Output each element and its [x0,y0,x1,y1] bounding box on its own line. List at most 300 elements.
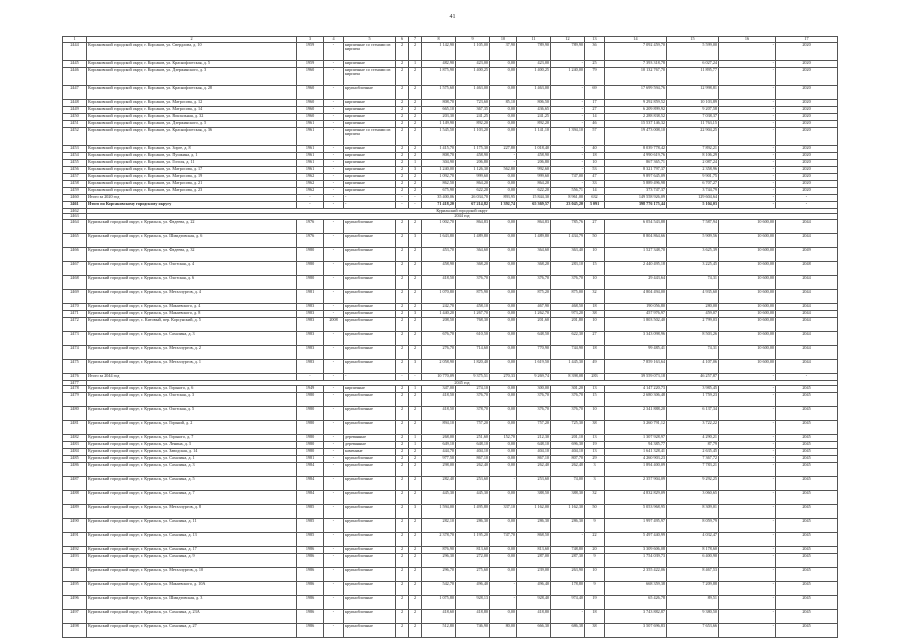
table-cell: 1986 [297,582,324,596]
table-cell: 1 240,00 [551,67,585,85]
table-row [63,166,838,173]
table-cell: 813,60 [517,547,551,554]
table-cell: 2020 [776,85,838,99]
table-cell: 648,50 [517,331,551,345]
table-cell: 89,51 [667,596,719,610]
table-cell: 2020 [776,120,838,127]
table-cell: 2 [396,310,409,317]
table-cell: кирпичные [344,145,396,152]
table-cell: 1 262,70 [517,310,551,317]
table-cell: 864,20 [456,180,490,187]
table-cell: крупноблочные [344,407,396,421]
table-cell: - [719,624,776,638]
table-row [63,547,838,554]
table-cell: крупноблочные [344,331,396,345]
table-cell: 2486 [63,463,87,477]
row-number: 2462 [63,208,87,214]
table-cell: 368,20 [517,261,551,275]
table-cell: 0,00 [490,386,517,393]
table-cell: крупноблочные [344,610,396,624]
table-cell: Курильский городской округ, г. Курильск, ул. Фадеева, д. 32 [87,247,297,261]
table-cell: крупноблочные [344,624,396,638]
table-cell: 85,10 [490,99,517,106]
table-cell: крупноблочные [344,596,396,610]
table-row [63,233,838,247]
table-cell: 2478 [63,386,87,393]
table-cell: Курильский городской округ, г. Курильск, ул. Сахалина, д. 7 [87,491,297,505]
table-cell: - [324,582,344,596]
table-cell: - [719,145,776,152]
table-cell: 770,90 [517,345,551,359]
table-cell: 2465 [63,233,87,247]
table-cell: Курильский городской округ, г. Курильск, ул. Сахалина, д. 5 [87,477,297,491]
table-cell: 2 [409,596,422,610]
table-cell: 2482 [63,435,87,442]
table-cell: 10 770,09 [422,373,456,380]
table-cell: 298,00 [422,463,456,477]
table-cell: - [719,201,776,208]
table-cell: - [324,159,344,166]
table-cell: - [324,359,344,373]
table-cell: - [344,194,396,201]
table-cell: 2044 [776,331,838,345]
table-cell: 2044 [776,317,838,331]
table-cell: 10 [585,247,605,261]
table-cell: 1986 [297,610,324,624]
table-cell: 2 [396,317,409,331]
table-cell: 746,90 [456,624,490,638]
table-cell: 8 039 778,42 [605,145,667,152]
table-cell: 29 [585,456,605,463]
table-cell: 1980 [297,435,324,442]
table-cell: крупноблочные [344,463,396,477]
table-cell: - [551,106,585,113]
table-cell: 39 559 073,18 [605,373,667,380]
table-cell: 2 [409,106,422,113]
table-cell: 87,79 [667,442,719,449]
table-cell: 2 [409,42,422,60]
table-cell: - [396,201,409,208]
table-cell: 2 [396,42,409,60]
table-cell: 2 [396,219,409,233]
table-cell: 2 [409,261,422,275]
table-cell: крупноблочные [344,345,396,359]
table-cell: 9 292 859,52 [605,99,667,106]
table-cell: 2045 [776,582,838,596]
table-cell: 2 [409,519,422,533]
table-cell: 418,60 [422,610,456,624]
table-cell: - [719,166,776,173]
table-cell: 496,40 [456,582,490,596]
table-cell: 9 [585,582,605,596]
table-cell: 2480 [63,407,87,421]
table-cell: 2 [396,554,409,568]
table-cell: - [776,194,838,201]
table-cell: 3 [409,310,422,317]
table-cell: Курильский городской округ, г. Курильск, ул. Металлургов, д. 1 [87,359,297,373]
table-cell: 7 783,21 [667,463,719,477]
table-cell: 5 909,56 [667,233,719,247]
table-cell: крупноблочные [344,421,396,435]
table-cell: 2044 [776,219,838,233]
table-cell: 10 600,00 [719,275,776,289]
table-cell: кирпичные [344,120,396,127]
table-cell: - [324,180,344,187]
table-cell: 304,90 [422,159,456,166]
table-cell: 2493 [63,554,87,568]
table-cell: 8 503,26 [667,331,719,345]
table-cell: 9 207,58 [667,106,719,113]
table-cell: крупноблочные [344,491,396,505]
table-cell: кирпичные [344,60,396,67]
table-cell: 2497 [63,610,87,624]
table-cell: 1983 [297,359,324,373]
table-cell: 768,30 [456,317,490,331]
table-cell: 974,40 [551,596,585,610]
table-cell: 2044 [776,359,838,373]
table-cell: 2020 [776,67,838,85]
table-cell: 53 [585,166,605,173]
table-cell: 3 [409,233,422,247]
table-cell: 2045 [776,505,838,519]
table-cell: 0,00 [490,275,517,289]
table-cell: 2 [396,152,409,159]
table-cell: 80,00 [490,624,517,638]
table-cell: 2 [396,582,409,596]
table-cell: 2484 [63,449,87,456]
table-cell: 10 600,00 [719,303,776,310]
table-cell: 2 [396,67,409,85]
table-cell: 13 [585,449,605,456]
table-cell: 3 985,45 [667,386,719,393]
table-cell: 301,20 [551,386,585,393]
table-cell: 2 [396,60,409,67]
table-cell: - [719,106,776,113]
table-cell: Курильский городской округ, г. Курильск, ул. Макаевского, д. 8 [87,310,297,317]
table-cell: 2495 [63,582,87,596]
table-cell: - [551,120,585,127]
table-cell: 376,70 [517,407,551,421]
table-cell: 10 600,00 [719,219,776,233]
table-cell: 2 [409,145,422,152]
table-cell: 2048 [776,261,838,275]
table-cell: 686,38 [551,624,585,638]
table-cell: 2 [396,166,409,173]
table-cell: крупноблочные [344,547,396,554]
table-cell: 4 832 829,09 [605,491,667,505]
table-cell: 2020 [776,159,838,166]
table-cell: - [719,421,776,435]
table-cell: 272,00 [456,554,490,568]
table-cell: 190 056,80 [605,303,667,310]
table-row [63,442,838,449]
table-cell: Курильский городской округ, г. Курильск, ул. Сахалина, д. 23А [87,610,297,624]
table-cell: 0,00 [490,568,517,582]
table-cell: 12 998,81 [667,85,719,99]
table-cell: 1 894 400,09 [605,463,667,477]
table-cell: 2 [409,275,422,289]
table-cell: 2045 [776,519,838,533]
table-cell: 1 489,80 [456,233,490,247]
table-cell: 1976 [297,233,324,247]
table-cell: 10 600,00 [719,359,776,373]
table-cell: 808,70 [422,99,456,106]
total-row [63,201,838,208]
table-cell: 1980 [297,442,324,449]
table-cell: 2 680 306,48 [605,393,667,407]
table-cell: 1 070,80 [422,289,456,303]
table-cell: 0,00 [490,442,517,449]
table-cell: 27 [585,331,605,345]
table-cell: 2483 [63,442,87,449]
table-cell: Корсаковский городской округ, г. Корсаков, ул. Пушкина, д. 1 [87,152,297,159]
table-cell: - [719,407,776,421]
housing-register-table [62,36,838,638]
table-cell: 2020 [776,152,838,159]
table-cell: 2466 [63,247,87,261]
table-cell: 404,10 [456,449,490,456]
table-cell: 2 [396,610,409,624]
table-cell: 13 [585,435,605,442]
table-cell: 459,07 [667,310,719,317]
table-cell: 8 321 797,37 [605,166,667,173]
table-cell: - [324,67,344,85]
table-cell: 1 267,70 [456,310,490,317]
table-cell: 665,10 [422,106,456,113]
table-cell: 496,40 [517,582,551,596]
table-cell: 208,50 [422,317,456,331]
table-cell: 2446 [63,67,87,85]
table-cell: 2473 [63,331,87,345]
table-cell: 2 288 838,52 [605,113,667,120]
table-cell: 2 [409,67,422,85]
table-cell: 458,90 [422,261,456,275]
table-row [63,610,838,624]
table-cell: 99 485,41 [605,345,667,359]
table-cell: 3 744,79 [667,187,719,194]
table-cell: 47 [585,173,605,180]
table-cell: крупноблочные [344,533,396,547]
table-row [63,42,838,60]
table-cell: - [324,331,344,345]
table-cell: 0,00 [490,113,517,120]
table-cell: - [409,194,422,201]
table-cell: 2045 [776,547,838,554]
column-number: 6 [396,37,409,43]
table-row [63,194,838,201]
table-cell: Курильский городской округ, г. Курильск, ул. Сахалина, д. 17 [87,547,297,554]
table-cell: 2020 [776,106,838,113]
table-cell: 10 [585,159,605,166]
table-cell: 2 [396,120,409,127]
table-cell: Курильский городской округ, г. Курильск, ул. Сахалина, д. 9 [87,554,297,568]
table-cell: Итого за 2044 год [87,373,297,380]
table-cell: 2470 [63,303,87,310]
table-cell: 2 [409,331,422,345]
table-cell: - [719,491,776,505]
table-row [63,519,838,533]
table-cell: Курильский городской округ, г. Курильск, ул. Охотская, д. 3 [87,393,297,407]
table-cell: 2 [396,99,409,106]
table-cell: 2 [409,219,422,233]
table-cell: 337,10 [490,505,517,519]
table-cell: 2 [409,345,422,359]
table-cell: 2045 [776,456,838,463]
table-cell: 868,50 [517,533,551,547]
table-cell: 1 440,20 [422,310,456,317]
table-cell: 2 [409,113,422,120]
table-cell: 2 [396,173,409,180]
table-cell: крупноблочные [344,303,396,310]
table-cell: 0,00 [490,456,517,463]
table-cell: 296,70 [422,568,456,582]
table-cell: 2 [396,261,409,275]
table-cell: 0,00 [490,180,517,187]
table-cell: 867 365,71 [605,159,667,166]
table-cell: 675,90 [422,187,456,194]
row-number: 2463 [63,214,87,220]
table-cell: 1 162,00 [517,505,551,519]
table-cell: 2044 [776,233,838,247]
table-cell: - [324,120,344,127]
table-cell: 2 058,90 [422,359,456,373]
table-cell: 2 [396,289,409,303]
table-cell: 2454 [63,152,87,159]
table-cell: Курильский городской округ, г. Курильск, ул. Шмидтовская, д. 3 [87,596,297,610]
table-cell: крупноблочные [344,289,396,303]
table-cell: - [297,201,324,208]
table-cell: 2474 [63,345,87,359]
table-cell: 0,00 [490,359,517,373]
table-cell: 376,70 [551,393,585,407]
table-cell: 347,00 [422,386,456,393]
table-cell: 1960 [297,113,324,120]
table-cell: Итого по Корсаковскому городскому округу [87,201,297,208]
table-cell: - [324,187,344,194]
table-row [63,303,838,310]
table-cell: 482,90 [422,60,456,67]
table-cell: 0,00 [490,317,517,331]
table-cell: крупноблочные [344,310,396,317]
table-cell: 423,00 [456,60,490,67]
table-cell: 1960 [297,106,324,113]
table-cell: 251,60 [456,435,490,442]
table-cell: 2008 [324,317,344,331]
table-cell: 648,10 [517,442,551,449]
column-number: 7 [409,37,422,43]
table-cell: - [324,373,344,380]
table-cell: 2456 [63,166,87,173]
section-title: 2044 год [87,214,838,220]
table-row [63,386,838,393]
table-cell: 7 393 318,78 [605,60,667,67]
table-cell: - [324,610,344,624]
table-cell: - [551,99,585,106]
table-cell: 296,30 [422,554,456,568]
table-cell: - [324,407,344,421]
table-cell: 1949 [297,386,324,393]
table-cell: 2453 [63,145,87,152]
table-cell: - [719,477,776,491]
table-cell: 13 [585,386,605,393]
table-cell: 1 415,70 [422,145,456,152]
table-cell: кирпичные со стенами из кирпича [344,127,396,145]
table-cell: 1981 [297,456,324,463]
table-cell: - [324,106,344,113]
table-cell: 813,60 [456,547,490,554]
table-cell: 0,00 [490,554,517,568]
table-row [63,491,838,505]
table-cell: 8 398,08 [551,373,585,380]
table-cell: 556,71 [551,187,585,194]
table-cell: 2494 [63,568,87,582]
table-cell: кирпичные [344,386,396,393]
table-cell: 38 [585,310,605,317]
table-cell: 65 426,78 [605,596,667,610]
table-cell: 1960 [297,67,324,85]
table-row [63,456,838,463]
table-cell: 206,80 [456,159,490,166]
table-row [63,247,838,261]
column-number: 2 [87,37,297,43]
table-cell: 2 [396,407,409,421]
table-cell: 0,00 [490,303,517,310]
table-cell: Курильский городской округ, г. Курильск, ул. Металлургов, д. 4 [87,289,297,303]
column-number: 1 [63,37,87,43]
table-cell: 2020 [776,42,838,60]
table-cell: 11 895,77 [667,67,719,85]
table-cell: 1 092,70 [422,173,456,180]
table-cell: Курильский городской округ, г. Курильск, ул. Охотская, д. 6 [87,275,297,289]
table-cell: 18 [585,345,605,359]
table-cell: 1 527 348,70 [605,247,667,261]
table-cell: 0,00 [490,85,517,99]
column-number: 3 [297,37,324,43]
table-cell: 2044 [776,289,838,303]
table-cell: - [719,442,776,449]
table-cell: 649,10 [422,442,456,449]
table-cell: 1 240,00 [422,166,456,173]
table-cell: - [324,568,344,582]
table-cell: - [551,152,585,159]
table-cell: 1 103,20 [456,127,490,145]
column-number: 10 [490,37,517,43]
table-cell: Курильский городской округ, г. Курильск, ул. Макаевского, д. 4 [87,303,297,310]
table-cell: 928,40 [517,596,551,610]
table-cell: 423,00 [517,60,551,67]
table-cell: 79 [585,67,605,85]
table-cell: - [551,145,585,152]
table-row [63,421,838,435]
table-cell: 2 [409,456,422,463]
table-cell: 287,00 [517,554,551,568]
table-cell: 0,00 [490,331,517,345]
table-cell: 0,00 [490,310,517,317]
table-cell: 0,00 [490,127,517,145]
table-cell: 1 [409,60,422,67]
table-cell: 1 445,30 [551,359,585,373]
table-cell: 2 378,70 [422,533,456,547]
table-cell: 2045 [776,610,838,624]
table-cell: - [324,624,344,638]
table-cell: 1 162,30 [551,505,585,519]
table-cell: - [719,505,776,519]
table-cell: - [324,393,344,407]
table-row [63,582,838,596]
table-cell: крупноблочные [344,554,396,568]
table-cell: 203,30 [422,113,456,120]
table-cell: 364,60 [517,247,551,261]
